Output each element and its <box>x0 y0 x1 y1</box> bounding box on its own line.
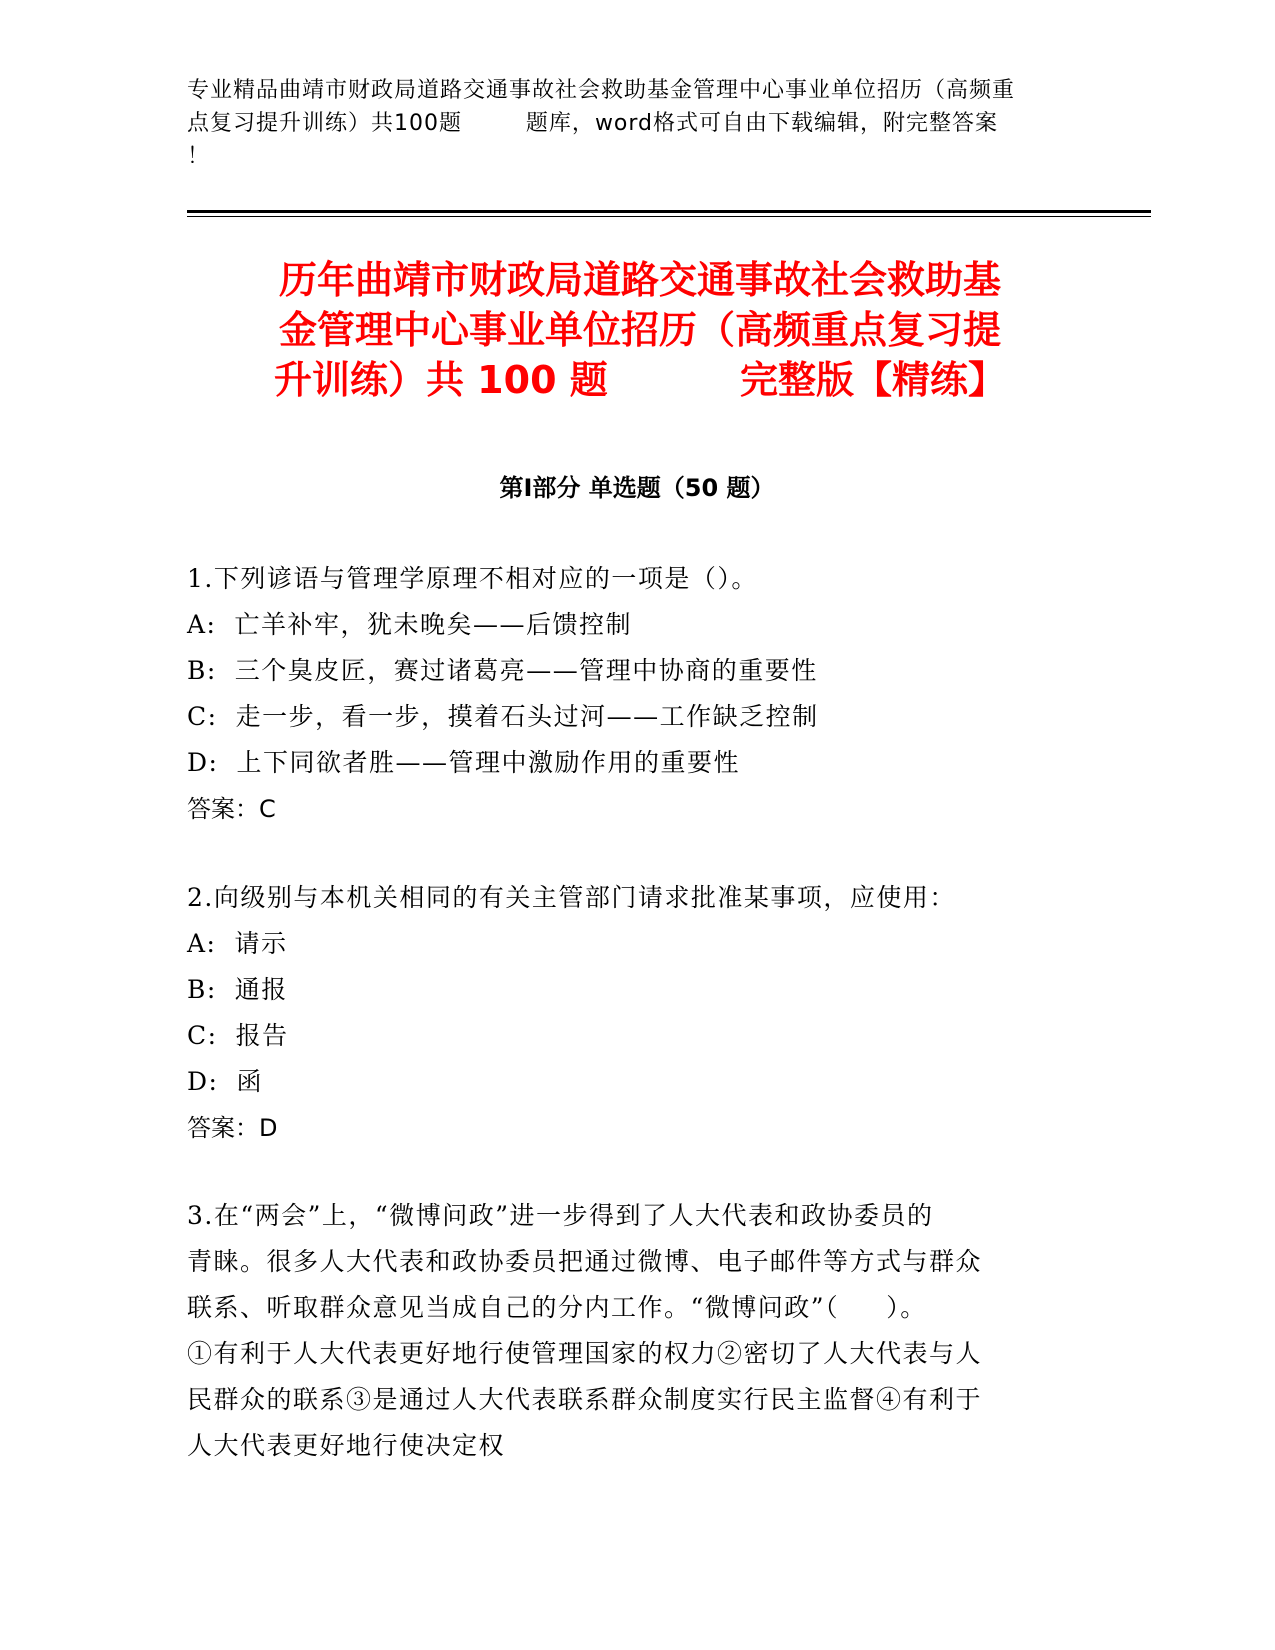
option-letter: D: <box>187 748 219 777</box>
question-2 <box>187 875 1087 1151</box>
option-letter: B: <box>187 656 217 685</box>
question-stem-line: 青睐。很多人大代表和政协委员把通过微博、电子邮件等方式与群众 <box>187 1247 983 1276</box>
option-letter: A: <box>187 929 217 958</box>
option-text: 走一步，看一步，摸着石头过河——工作缺乏控制 <box>235 702 819 731</box>
option-letter: D: <box>187 1067 219 1096</box>
question-stem: 1.下列谚语与管理学原理不相对应的一项是（）。 <box>187 564 758 593</box>
question-stem-line: ①有利于人大代表更好地行使管理国家的权力②密切了人大代表与人 <box>187 1339 983 1368</box>
header-rule-thin <box>187 216 1151 217</box>
answer: 答案：D <box>187 1114 278 1142</box>
option-letter: B: <box>187 975 217 1004</box>
question-1 <box>187 556 1087 832</box>
option-c <box>187 1013 1087 1059</box>
option-text: 上下同欲者胜——管理中激励作用的重要性 <box>236 748 740 777</box>
header-note-line: 专业精品曲靖市财政局道路交通事故社会救助基金管理中心事业单位招历（高频重 <box>187 78 1016 103</box>
title-line: 历年曲靖市财政局道路交通事故社会救助基 <box>278 258 1001 302</box>
question-3 <box>187 1193 1087 1469</box>
header-note-line: ！ <box>187 144 211 169</box>
option-b <box>187 648 1087 694</box>
question-stem-line: 联系、听取群众意见当成自己的分内工作。“微博问政”（ ）。 <box>187 1293 927 1322</box>
header-note-line: 点复习提升训练）共100题 题库，word格式可自由下载编辑，附完整答案 <box>187 111 999 136</box>
option-letter: A: <box>187 610 217 639</box>
question-stem: 2.向级别与本机关相同的有关主管部门请求批准某事项，应使用： <box>187 883 956 912</box>
document-title <box>190 255 1090 405</box>
option-d <box>187 740 1087 786</box>
question-stem-line: 3.在“两会”上，“微博问政”进一步得到了人大代表和政协委员的 <box>187 1201 934 1230</box>
option-letter: C: <box>187 702 218 731</box>
title-line: 金管理中心事业单位招历（高频重点复习提 <box>278 308 1001 352</box>
option-b <box>187 967 1087 1013</box>
question-stem-line: 民群众的联系③是通过人大代表联系群众制度实行民主监督④有利于 <box>187 1385 983 1414</box>
title-line: 升训练）共 100 题 完整版【精练】 <box>273 358 1007 402</box>
answer: 答案：C <box>187 795 276 823</box>
option-c <box>187 694 1087 740</box>
header-note <box>187 74 1087 173</box>
option-d <box>187 1059 1087 1105</box>
option-text: 三个臭皮匠，赛过诸葛亮——管理中协商的重要性 <box>234 656 818 685</box>
section-title: 第Ⅰ部分 单选题（50 题） <box>499 474 775 502</box>
option-text: 亡羊补牢，犹未晚矣——后馈控制 <box>234 610 632 639</box>
option-letter: C: <box>187 1021 218 1050</box>
option-text: 报告 <box>235 1021 289 1050</box>
option-text: 通报 <box>234 975 288 1004</box>
header-rule-thick <box>187 210 1151 213</box>
option-a <box>187 921 1087 967</box>
option-text: 请示 <box>234 929 288 958</box>
option-a <box>187 602 1087 648</box>
question-stem-line: 人大代表更好地行使决定权 <box>187 1431 506 1460</box>
option-text: 函 <box>236 1067 263 1096</box>
